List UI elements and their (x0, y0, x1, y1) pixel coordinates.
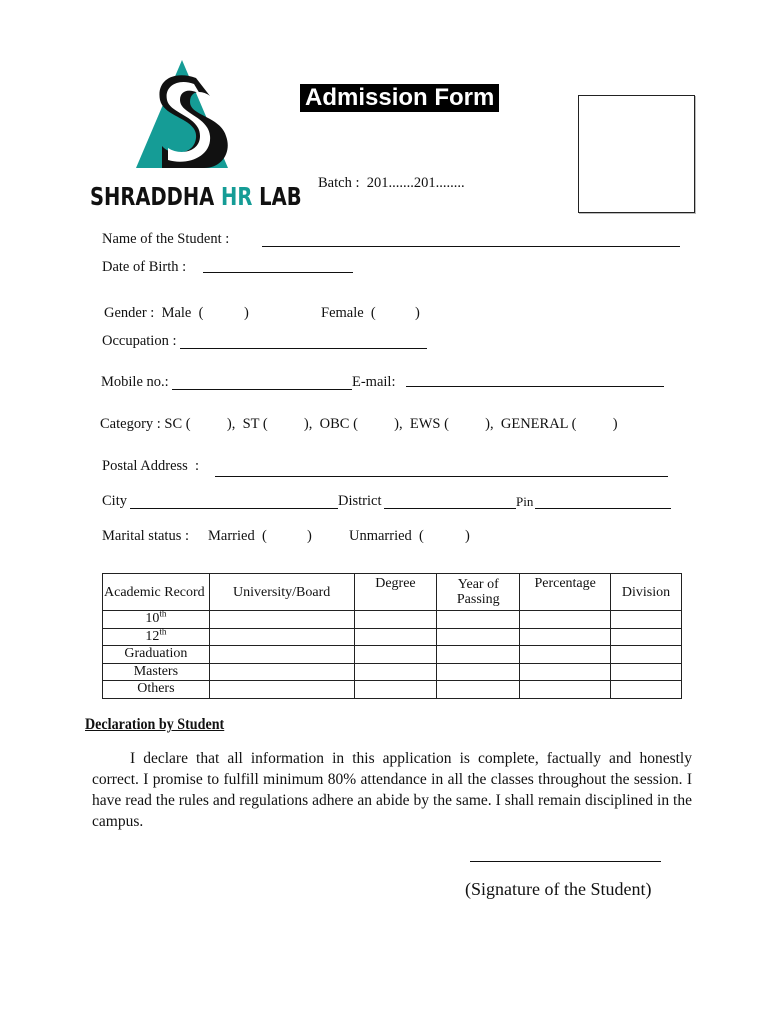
gender-label: Gender : Male ( (104, 305, 204, 321)
occupation-field[interactable] (180, 348, 427, 349)
dob-label: Date of Birth : (102, 259, 187, 275)
female-checkbox[interactable]: ) (415, 305, 420, 321)
postal-field[interactable] (215, 476, 668, 477)
pin-field[interactable] (535, 508, 671, 509)
pin-label: Pin (516, 494, 534, 509)
category-row[interactable]: Category : SC ( ), ST ( ), OBC ( ), EWS ( ), GENERAL ( ) (100, 416, 618, 432)
district-field[interactable] (384, 508, 516, 509)
city-field[interactable] (130, 508, 338, 509)
signature-label: (Signature of the Student) (465, 879, 652, 899)
row-label-others: Others (103, 681, 210, 699)
table-header-row (103, 574, 682, 611)
table-row (103, 646, 682, 664)
col-academic-record: Academic Record (103, 574, 210, 611)
row-label-graduation: Graduation (103, 646, 210, 664)
row-label-12th: 12th (103, 628, 210, 646)
form-title: Admission Form (300, 84, 499, 112)
logo-word-part3: LAB (252, 182, 302, 211)
declaration-heading: Declaration by Student (85, 716, 225, 733)
marital-label: Marital status : (102, 528, 189, 544)
district-label: District (338, 493, 382, 509)
name-field[interactable] (262, 246, 680, 247)
unmarried-label: Unmarried ( (349, 528, 424, 544)
name-label: Name of the Student : (102, 231, 230, 247)
row-label-masters: Masters (103, 663, 210, 681)
mobile-label: Mobile no.: (101, 374, 169, 390)
col-year-of-passing: Year of Passing (437, 574, 520, 611)
table-row (103, 611, 682, 629)
col-percentage: Percentage (520, 574, 611, 611)
photo-box (578, 95, 695, 213)
dob-field[interactable] (203, 272, 353, 273)
table-row (103, 628, 682, 646)
city-label: City (102, 493, 127, 509)
postal-label: Postal Address : (102, 458, 200, 474)
married-label: Married ( (208, 528, 267, 544)
batch-label: Batch : 201.......201........ (318, 175, 465, 191)
unmarried-checkbox[interactable]: ) (465, 528, 470, 544)
signature-line[interactable] (470, 861, 661, 862)
logo-wordmark (90, 182, 302, 211)
logo-mark (130, 56, 240, 172)
logo-word-hr: HR (221, 182, 253, 211)
row-label-10th: 10th (103, 611, 210, 629)
table-row (103, 663, 682, 681)
mobile-field[interactable] (172, 389, 352, 390)
male-checkbox[interactable]: ) (244, 305, 249, 321)
table-row (103, 681, 682, 699)
logo-word-part1: SHRADDHA (90, 182, 222, 211)
col-division: Division (611, 574, 682, 611)
declaration-text: I declare that all information in this application is complete, factually and honestly correct. I promise to fulfill minimum 80% attendance in all the classes throughout the session. I have read the rules and regulations adhere an abide by the same. I shall remain disciplined in the campus. (92, 750, 692, 830)
email-field[interactable] (406, 386, 664, 387)
email-label: E-mail: (352, 374, 396, 390)
married-checkbox[interactable]: ) (307, 528, 312, 544)
occupation-label: Occupation : (102, 333, 177, 349)
col-degree: Degree (354, 574, 437, 611)
female-label: Female ( (321, 305, 376, 321)
academic-table (102, 573, 682, 699)
col-university-board: University/Board (209, 574, 354, 611)
